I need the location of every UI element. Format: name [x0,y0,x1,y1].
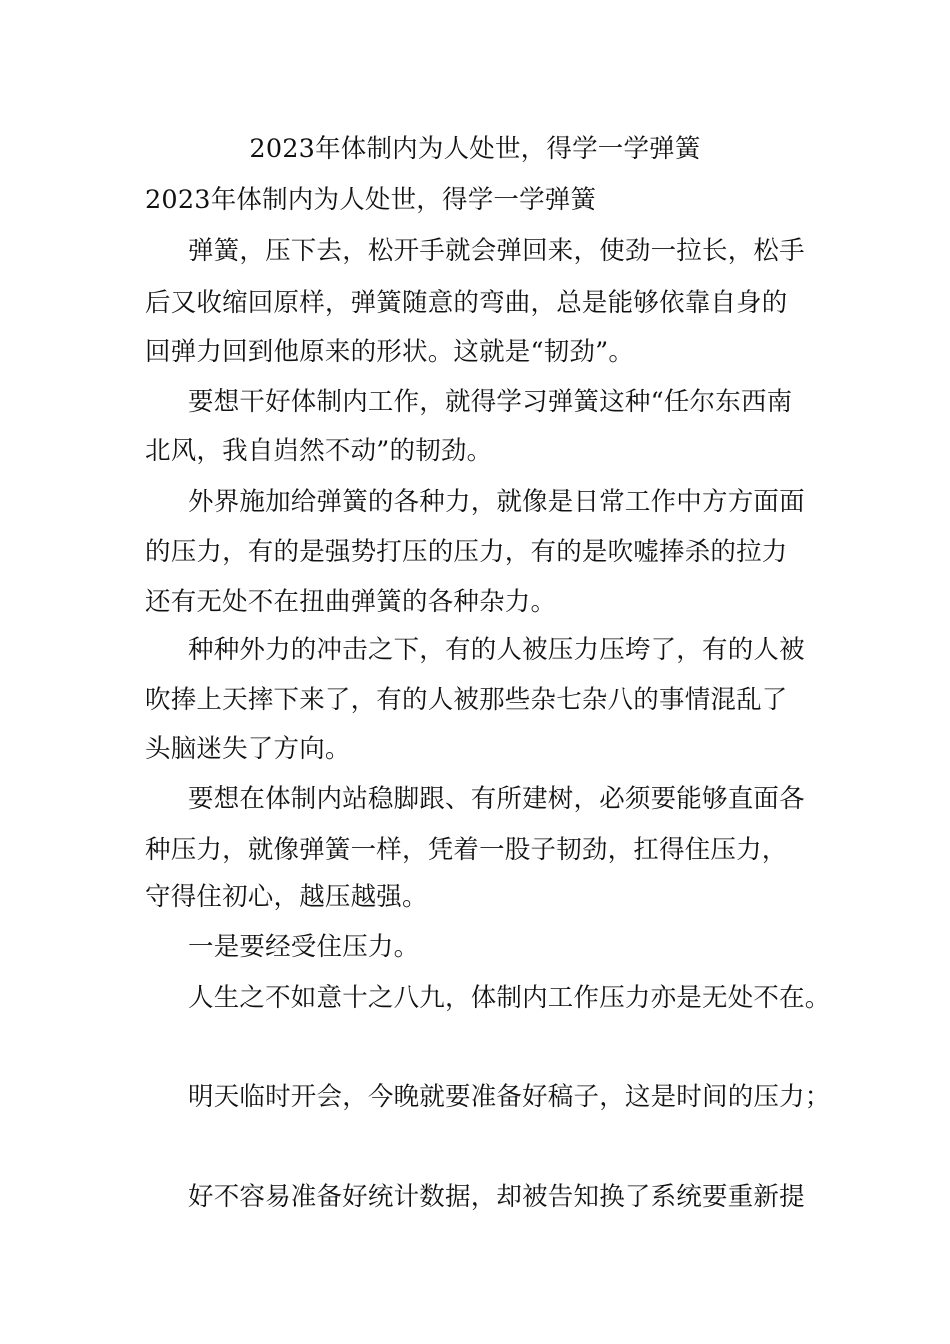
text-line: 的压力，有的是强势打压的压力，有的是吹嘘捧杀的拉力 [145,537,788,567]
text-line: 明天临时开会，今晚就要准备好稿子，这是时间的压力； [188,1082,831,1112]
section-heading: 一是要经受住压力。 [188,932,420,962]
text-line: 还有无处不在扭曲弹簧的各种杂力。 [145,587,557,617]
document-title: 2023年体制内为人处世，得学一学弹簧 [249,134,701,164]
text-line: 后又收缩回原样，弹簧随意的弯曲，总是能够依靠自身的 [145,288,788,318]
document-subtitle: 2023年体制内为人处世，得学一学弹簧 [145,185,597,215]
text-line: 种种外力的冲击之下，有的人被压力压垮了，有的人被 [188,635,805,665]
text-line: 人生之不如意十之八九，体制内工作压力亦是无处不在。 [188,983,831,1013]
text-line: 要想在体制内站稳脚跟、有所建树，必须要能够直面各 [188,784,805,814]
text-line: 吹捧上天摔下来了，有的人被那些杂七杂八的事情混乱了 [145,685,788,715]
text-line: 外界施加给弹簧的各种力，就像是日常工作中方方面面 [188,487,805,517]
text-line: 回弹力回到他原来的形状。这就是“韧劲”。 [145,337,635,367]
text-line: 头脑迷失了方向。 [145,734,351,764]
text-line: 北风，我自岿然不动”的韧劲。 [145,436,493,466]
text-line: 守得住初心，越压越强。 [145,882,428,912]
text-line: 要想干好体制内工作，就得学习弹簧这种“任尔东西南 [188,387,793,417]
text-line: 弹簧，压下去，松开手就会弹回来，使劲一拉长，松手 [188,236,805,266]
text-line: 好不容易准备好统计数据，却被告知换了系统要重新提 [188,1182,805,1212]
text-line: 种压力，就像弹簧一样，凭着一股子韧劲，扛得住压力， [145,835,788,865]
